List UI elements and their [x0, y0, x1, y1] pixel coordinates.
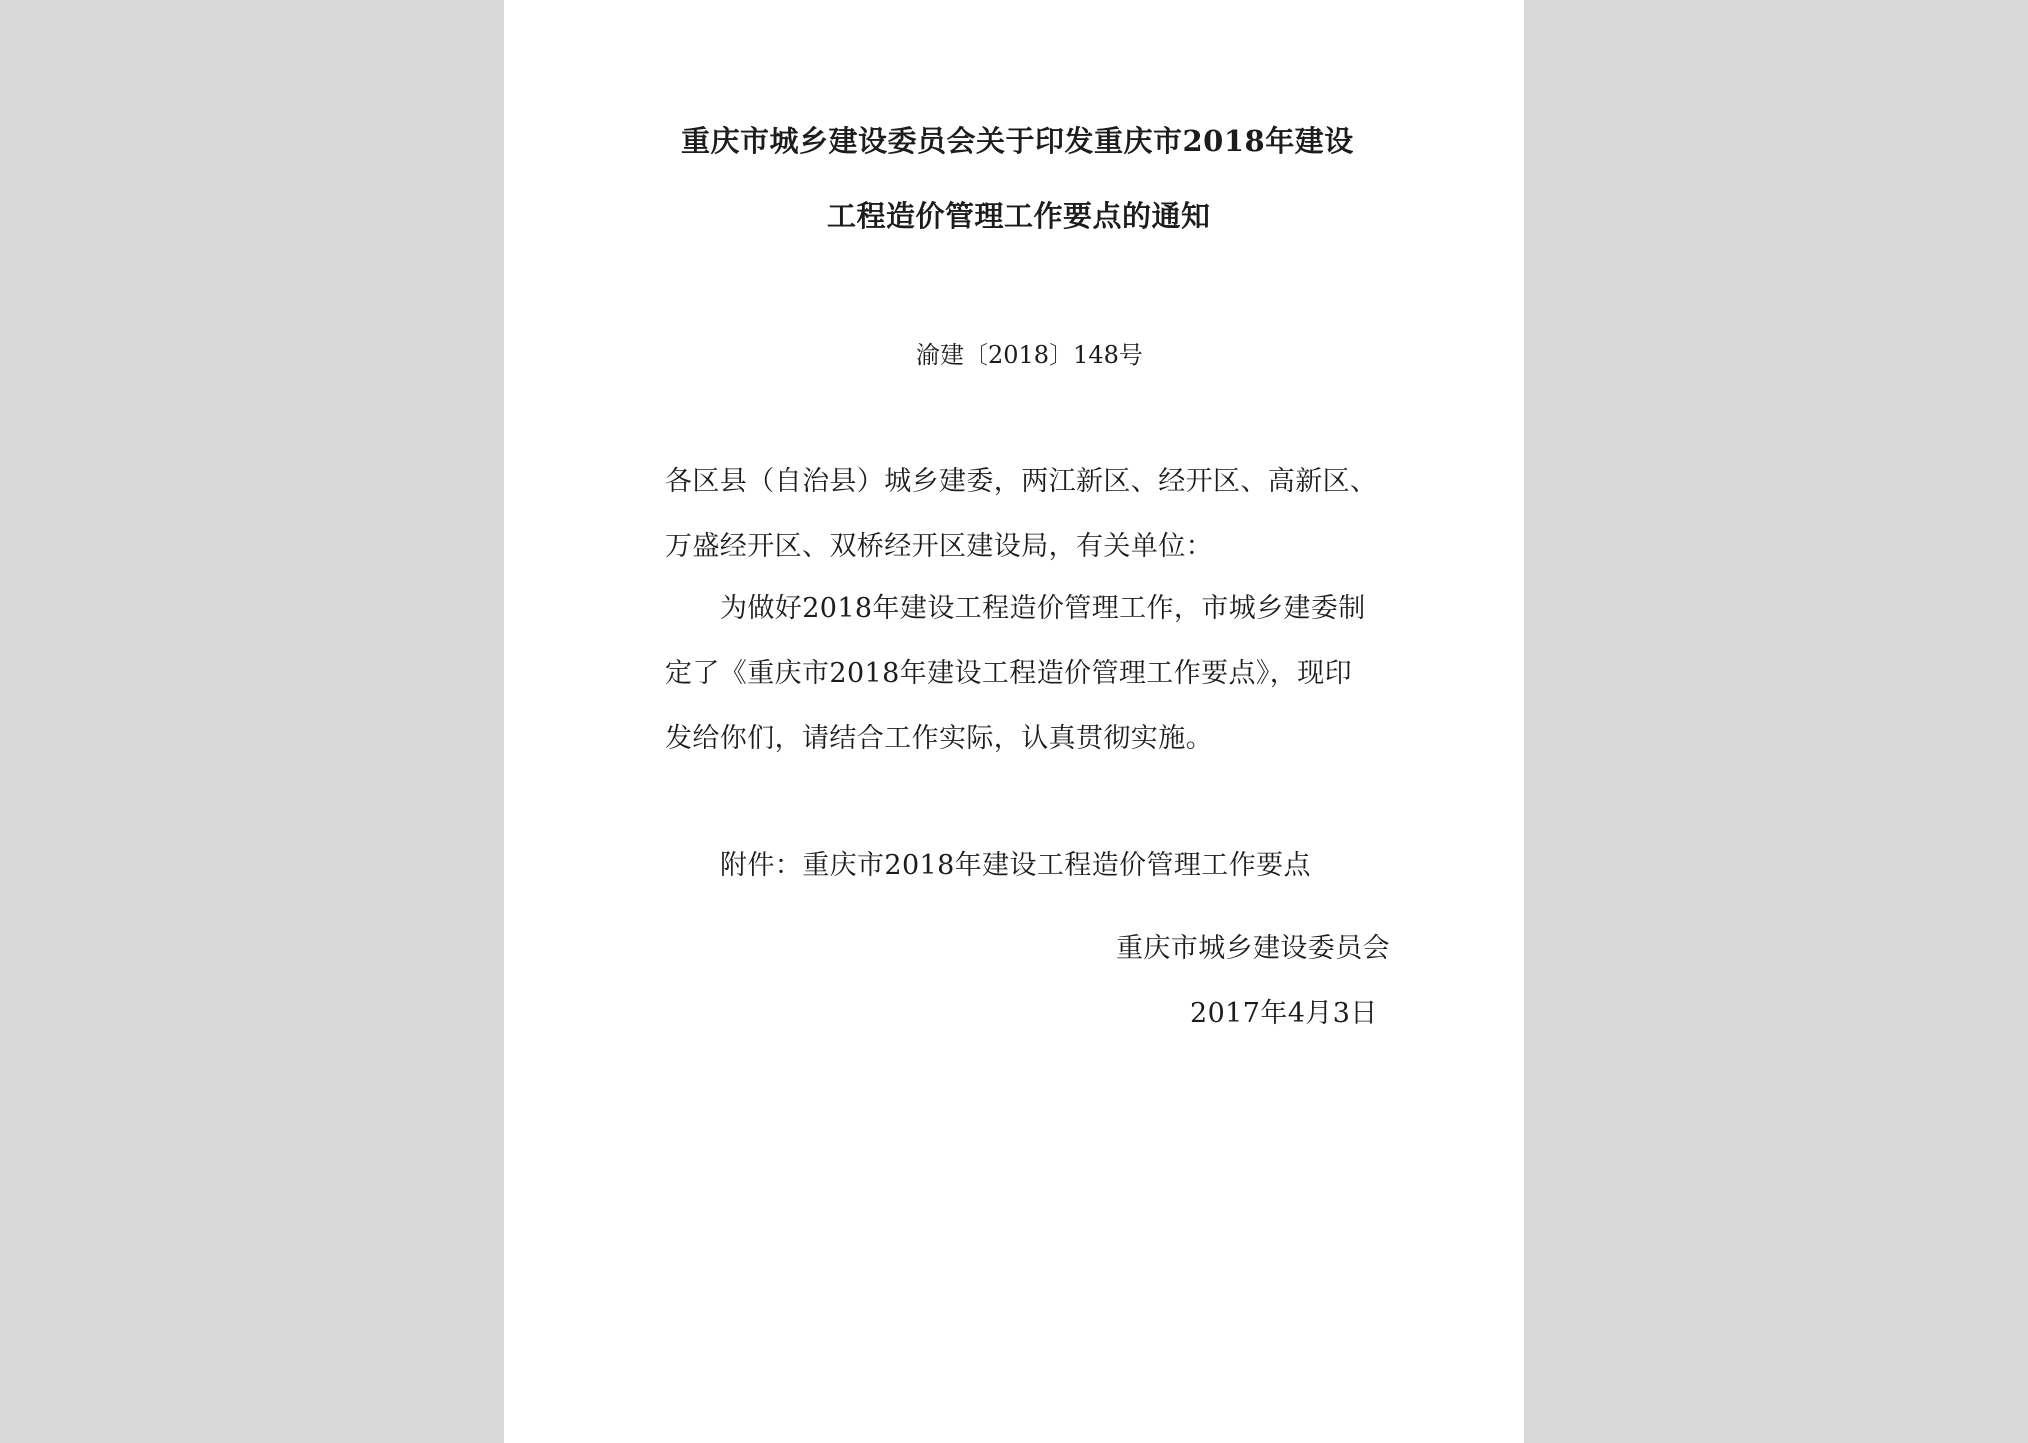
document-title-line-1: 重庆市城乡建设委员会关于印发重庆市2018年建设	[681, 124, 1354, 158]
recipients-line-1: 各区县（自治县）城乡建委，两江新区、经开区、高新区、	[665, 466, 1378, 497]
body-paragraph-line-3: 发给你们，请结合工作实际，认真贯彻实施。	[665, 723, 1213, 754]
document-title-line-2: 工程造价管理工作要点的通知	[827, 199, 1211, 233]
document-number: 渝建〔2018〕148号	[916, 341, 1143, 369]
issue-date: 2017年4月3日	[1190, 998, 1378, 1029]
issuer-signature: 重庆市城乡建设委员会	[1116, 933, 1390, 964]
document-page	[504, 0, 1524, 1443]
recipients-line-2: 万盛经开区、双桥经开区建设局，有关单位：	[665, 531, 1213, 562]
attachment-note: 附件：重庆市2018年建设工程造价管理工作要点	[720, 850, 1311, 881]
body-paragraph-line-2: 定了《重庆市2018年建设工程造价管理工作要点》，现印	[665, 658, 1353, 689]
body-paragraph-line-1: 为做好2018年建设工程造价管理工作，市城乡建委制	[720, 593, 1366, 624]
